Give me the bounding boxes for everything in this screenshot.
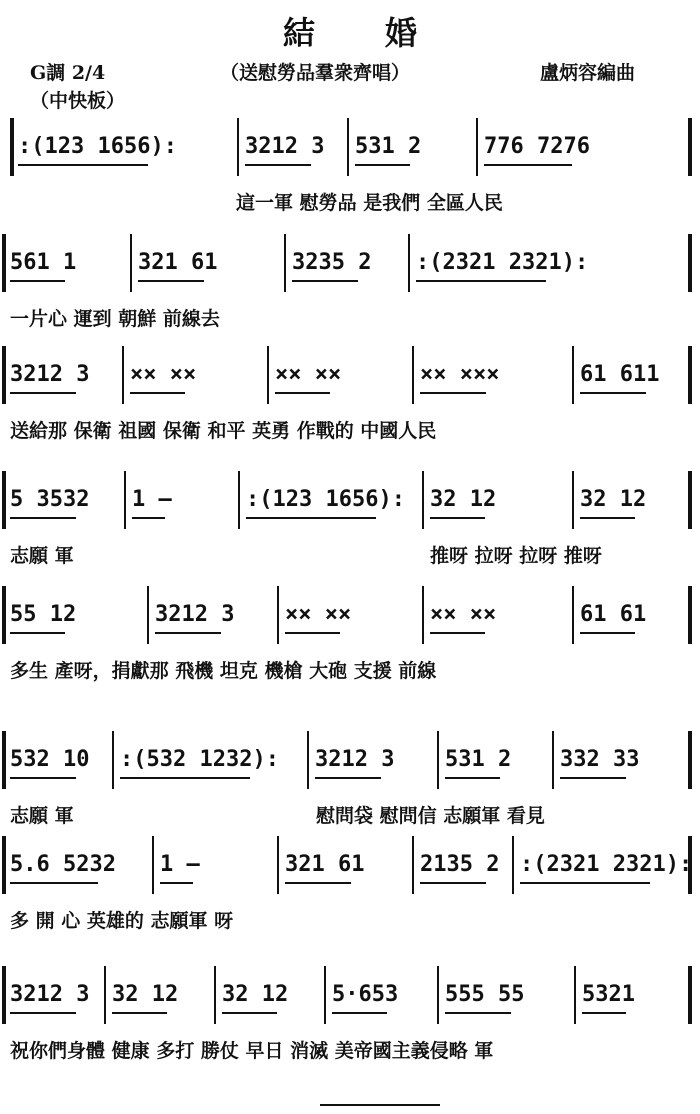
bar-line: [237, 118, 239, 176]
lyrics-line: [0, 416, 700, 450]
measure-notes: 531 2: [355, 134, 422, 159]
measure-notes: 321 61: [285, 852, 365, 877]
notation-line: [0, 112, 700, 182]
beam-line: [132, 517, 165, 519]
bar-line: [324, 966, 326, 1024]
beam-line: [582, 1012, 626, 1014]
lyric-text: 祝你們身體 健康 多打 勝仗 早日 消滅 美帝國主義侵略 軍: [10, 1040, 494, 1062]
bar-line: [307, 731, 309, 789]
measure-notes: 2135 2: [420, 852, 500, 877]
bar-line: [688, 966, 692, 1024]
subtitle: （送慰勞品羣衆齊唱）: [220, 62, 411, 84]
bar-line: [422, 471, 424, 529]
beam-line: [10, 882, 98, 884]
bar-line: [412, 346, 414, 404]
bar-line: [476, 118, 478, 176]
bar-line: [688, 346, 692, 404]
beam-line: [275, 392, 330, 394]
beam-line: [245, 164, 311, 166]
bar-line: [104, 966, 106, 1024]
measure-notes: 3212 3: [10, 982, 90, 1007]
lyric-text: 志願 軍: [10, 545, 74, 567]
measure-notes: 3212 3: [10, 362, 90, 387]
beam-line: [430, 632, 485, 634]
bar-line: [512, 836, 514, 894]
bar-line: [147, 586, 149, 644]
bar-line: [10, 118, 14, 176]
beam-line: [138, 280, 204, 282]
arranger: 盧炳容編曲: [540, 62, 636, 84]
measure-notes: 32 12: [580, 487, 647, 512]
notation-line: [0, 580, 700, 650]
beam-line: [292, 280, 358, 282]
measure-notes: 3212 3: [245, 134, 325, 159]
bar-line: [688, 731, 692, 789]
bar-line: [277, 836, 279, 894]
beam-line: [580, 632, 635, 634]
beam-line: [130, 392, 185, 394]
bar-line: [688, 118, 692, 176]
beam-line: [18, 164, 148, 166]
measure-notes: :(123 1656):: [246, 487, 405, 512]
lyric-text: 多生 產呀，捐獻那 飛機 坦克 機槍 大砲 支援 前線: [10, 660, 437, 682]
measure-notes: ×× ××: [430, 602, 497, 627]
measure-notes: 5·653: [332, 982, 399, 1007]
beam-line: [445, 1012, 511, 1014]
beam-line: [10, 392, 76, 394]
measure-notes: :(123 1656):: [18, 134, 177, 159]
bar-line: [408, 234, 410, 292]
measure-notes: 776 7276: [484, 134, 590, 159]
lyric-text: 這一軍 慰勞品 是我們 全區人民: [236, 192, 503, 214]
bar-line: [122, 346, 124, 404]
beam-line: [416, 280, 546, 282]
bar-line: [2, 234, 6, 292]
tempo-mark: （中快板）: [30, 90, 126, 112]
measure-notes: ×× ××: [275, 362, 342, 387]
measure-notes: 5 3532: [10, 487, 90, 512]
bar-line: [572, 346, 574, 404]
beam-line: [155, 632, 221, 634]
beam-line: [222, 1012, 277, 1014]
beam-line: [10, 517, 76, 519]
beam-line: [355, 164, 410, 166]
beam-line: [112, 1012, 167, 1014]
beam-line: [315, 777, 381, 779]
measure-notes: 55 12: [10, 602, 77, 627]
bar-line: [284, 234, 286, 292]
bar-line: [2, 966, 6, 1024]
bar-line: [152, 836, 154, 894]
lyrics-line: [0, 906, 700, 940]
measure-notes: :(2321 2321):: [520, 852, 693, 877]
bar-line: [412, 836, 414, 894]
bar-line: [572, 471, 574, 529]
measure-notes: 3212 3: [155, 602, 235, 627]
measure-notes: 32 12: [430, 487, 497, 512]
beam-line: [445, 777, 500, 779]
bar-line: [437, 966, 439, 1024]
lyric-text: 慰問袋 慰問信 志願軍 看見: [316, 805, 545, 827]
notation-line: [0, 465, 700, 535]
lyric-text: 送給那 保衛 祖國 保衛 和平 英勇 作戰的 中國人民: [10, 420, 437, 442]
beam-line: [332, 1012, 387, 1014]
bar-line: [347, 118, 349, 176]
bar-line: [2, 731, 6, 789]
key-meter: G調 2/4: [30, 62, 106, 84]
bar-line: [277, 586, 279, 644]
measure-notes: 61 61: [580, 602, 647, 627]
bar-line: [688, 234, 692, 292]
bar-line: [574, 966, 576, 1024]
measure-notes: 332 33: [560, 747, 640, 772]
beam-line: [285, 632, 340, 634]
beam-line: [420, 882, 486, 884]
bar-line: [422, 586, 424, 644]
beam-line: [160, 882, 193, 884]
bar-line: [238, 471, 240, 529]
measure-notes: 531 2: [445, 747, 512, 772]
bar-line: [267, 346, 269, 404]
beam-line: [10, 632, 65, 634]
bar-line: [2, 586, 6, 644]
lyrics-line: [0, 188, 700, 222]
bar-line: [552, 731, 554, 789]
measure-notes: 1 —: [132, 487, 172, 512]
lyrics-line: [0, 656, 700, 690]
beam-line: [484, 164, 572, 166]
measure-notes: 1 —: [160, 852, 200, 877]
bar-line: [572, 586, 574, 644]
measure-notes: 532 10: [10, 747, 90, 772]
measure-notes: ×× ×××: [420, 362, 500, 387]
bar-line: [437, 731, 439, 789]
measure-notes: ×× ××: [285, 602, 352, 627]
notation-line: [0, 960, 700, 1030]
bar-line: [2, 346, 6, 404]
measure-notes: 321 61: [138, 250, 218, 275]
notation-line: [0, 228, 700, 298]
song-title: 結婚: [282, 14, 487, 52]
beam-line: [120, 777, 250, 779]
beam-line: [420, 392, 486, 394]
beam-line: [10, 280, 65, 282]
bar-line: [2, 471, 6, 529]
page-edge-mark: [320, 1104, 440, 1114]
lyric-text: 志願 軍: [10, 805, 74, 827]
bar-line: [130, 234, 132, 292]
bar-line: [688, 586, 692, 644]
bar-line: [214, 966, 216, 1024]
measure-notes: :(532 1232):: [120, 747, 279, 772]
measure-notes: 61 611: [580, 362, 660, 387]
measure-notes: :(2321 2321):: [416, 250, 589, 275]
lyric-text: 多 開 心 英雄的 志願軍 呀: [10, 910, 234, 932]
bar-line: [2, 836, 6, 894]
bar-line: [124, 471, 126, 529]
beam-line: [246, 517, 376, 519]
beam-line: [430, 517, 485, 519]
notation-line: [0, 725, 700, 795]
beam-line: [580, 517, 635, 519]
measure-notes: 32 12: [112, 982, 179, 1007]
beam-line: [285, 882, 351, 884]
lyrics-line: [0, 304, 700, 338]
notation-line: [0, 340, 700, 410]
beam-line: [10, 1012, 76, 1014]
measure-notes: 5321: [582, 982, 635, 1007]
bar-line: [112, 731, 114, 789]
measure-notes: 555 55: [445, 982, 525, 1007]
lyrics-line: [0, 541, 700, 575]
lyrics-line: [0, 1036, 700, 1070]
measure-notes: 3212 3: [315, 747, 395, 772]
bar-line: [688, 471, 692, 529]
measure-notes: ×× ××: [130, 362, 197, 387]
measure-notes: 3235 2: [292, 250, 372, 275]
notation-line: [0, 830, 700, 900]
measure-notes: 561 1: [10, 250, 77, 275]
measure-notes: 32 12: [222, 982, 289, 1007]
measure-notes: 5.6 5232: [10, 852, 116, 877]
beam-line: [10, 777, 76, 779]
beam-line: [520, 882, 650, 884]
lyric-text: 一片心 運到 朝鮮 前線去: [10, 308, 220, 330]
beam-line: [580, 392, 646, 394]
lyric-text: 推呀 拉呀 拉呀 推呀: [430, 545, 602, 567]
beam-line: [560, 777, 626, 779]
